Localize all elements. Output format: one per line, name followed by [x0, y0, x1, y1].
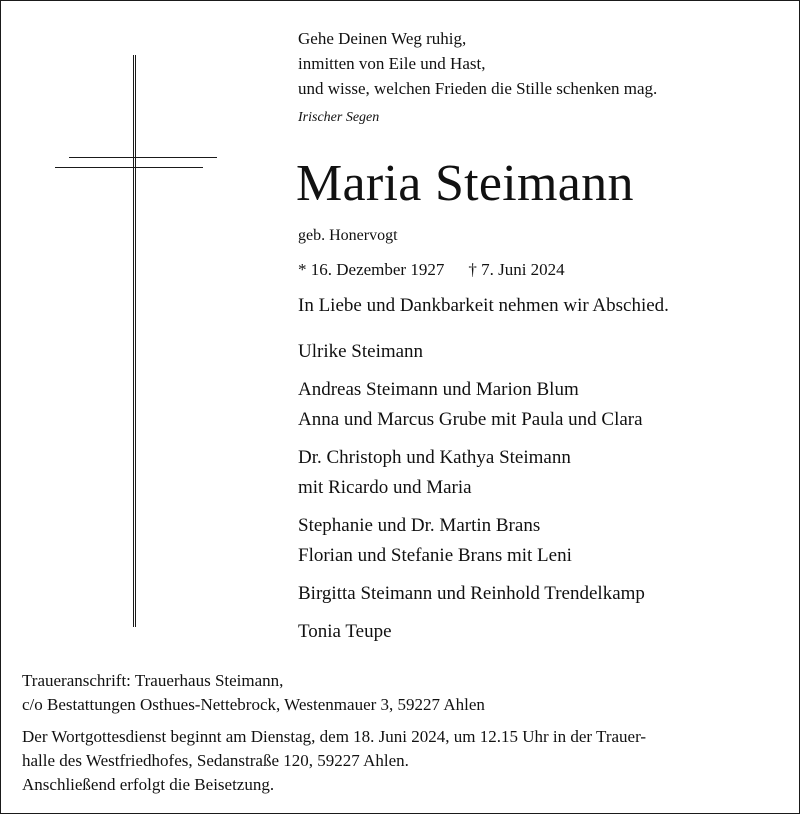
poem-line: und wisse, welchen Frieden die Stille schenken mag.	[298, 79, 658, 98]
service-line: halle des Westfriedhofes, Sedanstraße 120, 59227 Ahlen.	[22, 751, 409, 770]
death-date: † 7. Juni 2024	[468, 260, 565, 279]
service-line: Der Wortgottesdienst beginnt am Dienstag, dem 18. Juni 2024, um 12.15 Uhr in der Trauer-	[22, 727, 647, 746]
mourner-group	[298, 579, 645, 609]
birth-date: * 16. Dezember 1927	[298, 260, 445, 279]
poem-line: inmitten von Eile und Hast,	[298, 54, 486, 73]
mourner-group	[298, 511, 645, 571]
cross-horizontal-beam	[55, 157, 217, 170]
mourner-line: Anna und Marcus Grube mit Paula und Clara	[298, 409, 643, 430]
mourner-group	[298, 443, 645, 503]
mourner-line: Dr. Christoph und Kathya Steimann	[298, 447, 571, 468]
mourner-line: Tonia Teupe	[298, 621, 392, 642]
service-line: Anschließend erfolgt die Beisetzung.	[22, 775, 275, 794]
mourner-line: Ulrike Steimann	[298, 341, 424, 362]
address-line: Traueranschrift: Trauerhaus Steimann,	[22, 671, 284, 690]
poem	[298, 26, 657, 101]
mourner-line: Florian und Stefanie Brans mit Leni	[298, 545, 572, 566]
birth-name: geb. Honervogt	[298, 227, 398, 244]
mourners-list	[298, 337, 645, 655]
farewell-line: In Liebe und Dankbarkeit nehmen wir Abschied.	[298, 295, 669, 316]
address-line: c/o Bestattungen Osthues-Nettebrock, Westenmauer 3, 59227 Ahlen	[22, 695, 485, 714]
life-dates	[298, 260, 565, 280]
mourner-group	[298, 337, 645, 367]
cross-beam-line	[69, 157, 217, 158]
poem-line: Gehe Deinen Weg ruhig,	[298, 29, 467, 48]
poem-source: Irischer Segen	[298, 110, 380, 125]
footer-info	[22, 669, 646, 797]
cross-beam-line	[55, 167, 203, 168]
deceased-name: Maria Steimann	[296, 155, 634, 212]
mourner-line: Birgitta Steimann und Reinhold Trendelkamp	[298, 583, 645, 604]
mourner-group	[298, 375, 645, 435]
mourner-line: mit Ricardo und Maria	[298, 477, 472, 498]
mourner-group	[298, 617, 645, 647]
mourner-line: Andreas Steimann und Marion Blum	[298, 379, 579, 400]
mourner-line: Stephanie und Dr. Martin Brans	[298, 515, 541, 536]
cross-vertical-beam	[133, 55, 136, 627]
